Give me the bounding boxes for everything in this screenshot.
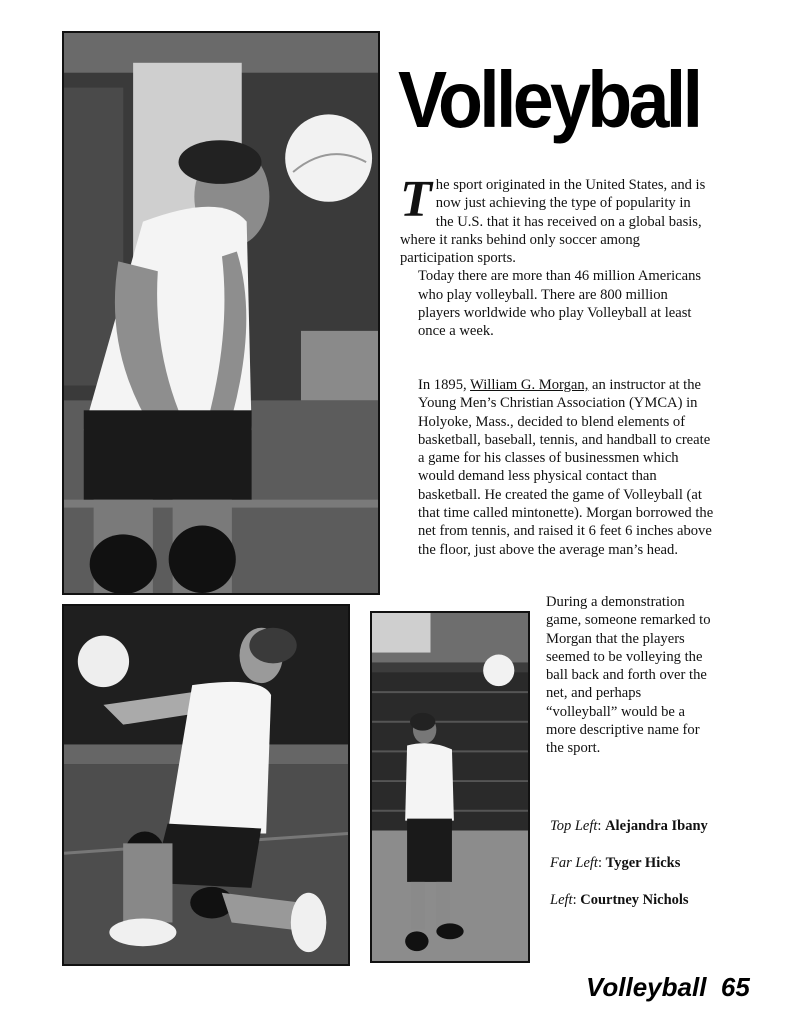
caption-name: Tyger Hicks: [605, 855, 681, 871]
page-title: Volleyball: [398, 55, 700, 144]
intro-text: he sport originated in the United States, and is now just achieving the type of popularity in the U.S. that it has received on a global basis, where it ranks behind only soccer among participation sports.: [400, 177, 706, 267]
photo-courtney-nichols: [370, 611, 530, 963]
caption-name: Courtney Nichols: [580, 892, 689, 908]
page-number: 65: [720, 972, 750, 1002]
william-morgan-link[interactable]: William G. Morgan,: [470, 377, 589, 393]
drop-cap: T: [400, 171, 432, 228]
caption-top-left: Top Left: Alejandra Ibany: [550, 818, 708, 834]
intro-paragraph: [400, 171, 712, 341]
history-lead: In 1895,: [418, 377, 471, 393]
footer-section: Volleyball: [586, 972, 707, 1002]
photo-1-image: [64, 33, 378, 593]
intro-text-2: Today there are more than 46 million Americans who play volleyball. There are 800 million players worldwide who play Volleyball at least once a week.: [418, 268, 702, 340]
history-rest: an instructor at the Young Men’s Christian Association (YMCA) in Holyoke, Mass., decided to blend elements of basketball, baseball, tennis, and handball to create a game for his classes of businessmen which would demand less physical contact than basketball. He created the game of Volleyball (at that time called mintonette). Morgan borrowed the net from tennis, and raised it 6 feet 6 inches above the floor, just above the average man’s head.: [418, 377, 714, 558]
caption-label: Top Left: [550, 818, 598, 834]
history-paragraph: [418, 376, 714, 559]
caption-left: Left: Courtney Nichols: [550, 892, 689, 908]
caption-name: Alejandra Ibany: [605, 818, 708, 834]
photo-tyger-hicks: [62, 604, 350, 966]
caption-label: Far Left: [550, 855, 598, 871]
photo-3-image: [372, 613, 528, 961]
page-footer: [586, 972, 750, 1003]
caption-label: Left: [550, 892, 573, 908]
demo-paragraph: During a demonstration game, someone remarked to Morgan that the players seemed to be volleying the ball back and forth over the net, and perhaps “volleyball” would be a more descriptive name for the sport.: [546, 594, 711, 757]
photo-alejandra-ibany: [62, 31, 380, 595]
caption-far-left: Far Left: Tyger Hicks: [550, 855, 681, 871]
photo-2-image: [64, 606, 348, 964]
